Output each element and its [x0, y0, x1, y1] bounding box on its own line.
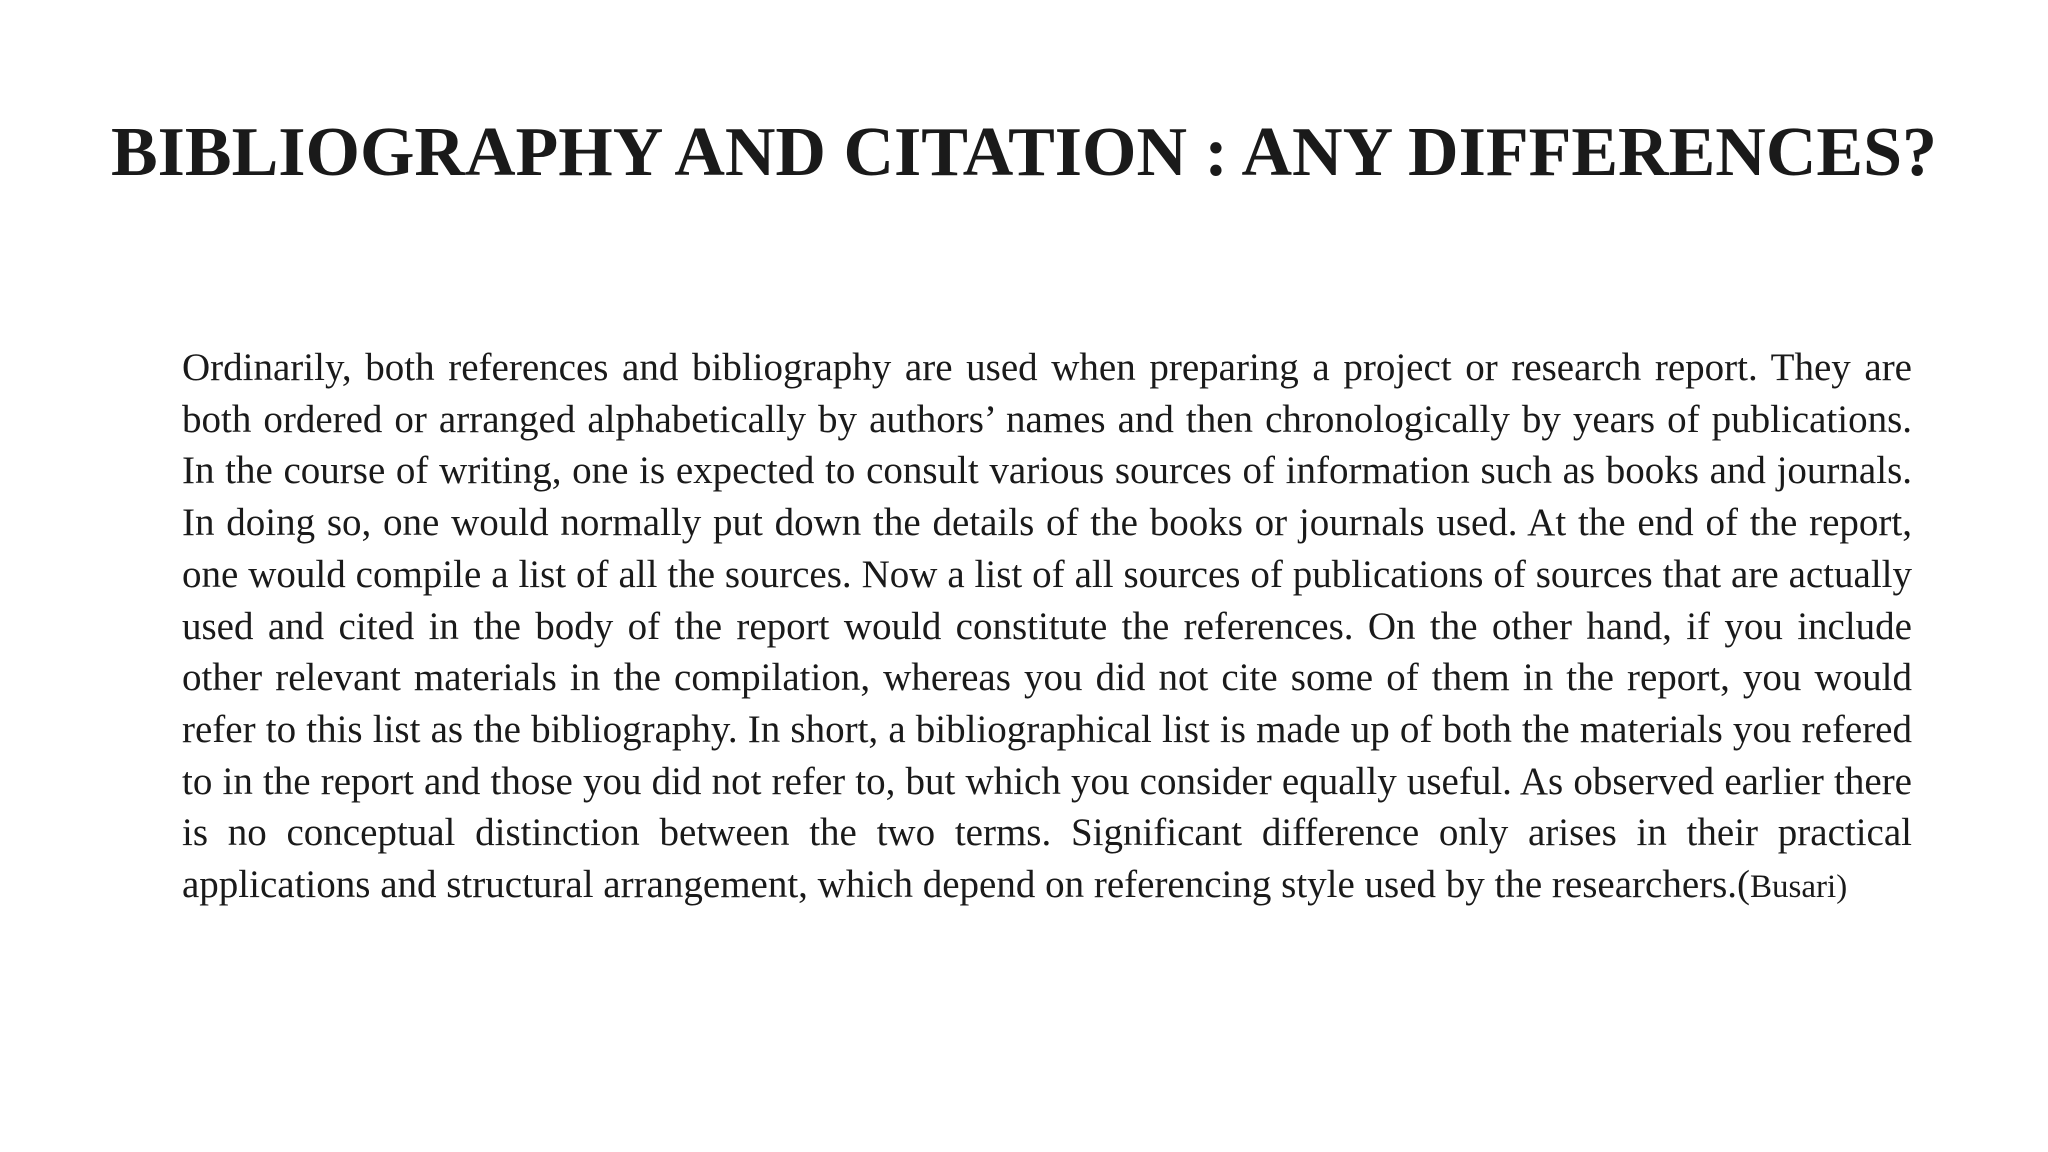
- body-paragraph: [182, 342, 1912, 914]
- citation-text: Busari): [1750, 869, 1848, 906]
- paragraph-text: Ordinarily, both references and bibliography are used when preparing a project or research report. They are both ordered or arranged alphabetically by authors’ names and then chronologically by years of publications. In the course of writing, one is expected to consult various sources of information such as books and journals. In doing so, one would normally put down the details of the books or journals used. At the end of the report, one would compile a list of all the sources. Now a list of all sources of publications of sources that are actually used and cited in the body of the report would constitute the references. On the other hand, if you include other relevant materials in the compilation, whereas you did not cite some of them in the report, you would refer to this list as the bibliography. In short, a bibliographical list is made up of both the materials you refered to in the report and those you did not refer to, but which you consider equally useful. As observed earlier there is no conceptual distinction between the two terms. Significant difference only arises in their practical applications and structural arrangement, which depend on referencing style used by the researchers.(: [182, 346, 1912, 907]
- slide-title: BIBLIOGRAPHY AND CITATION : ANY DIFFERENCES?: [110, 114, 1938, 191]
